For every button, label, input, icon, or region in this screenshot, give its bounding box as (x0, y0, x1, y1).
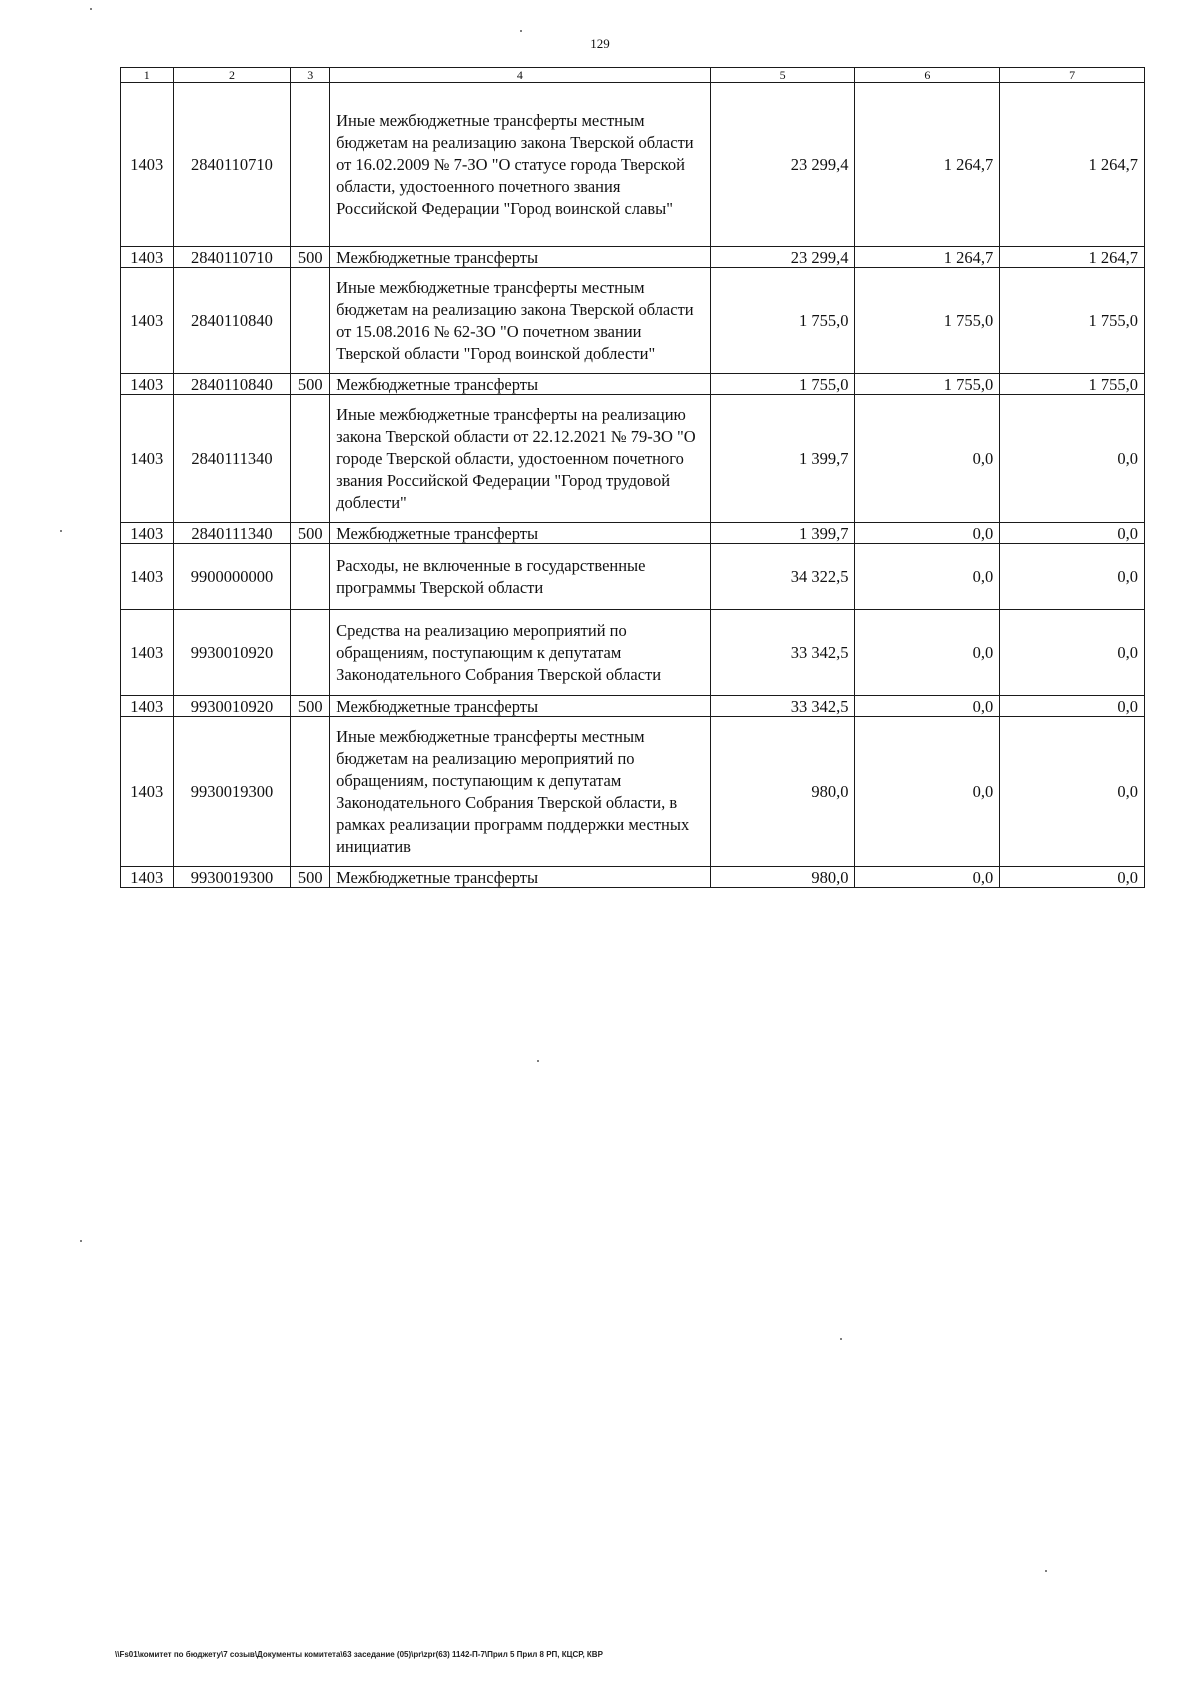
section-code-cell: 1403 (121, 696, 174, 717)
table-header-row (121, 68, 1145, 83)
amount-col7-cell: 0,0 (1000, 610, 1145, 696)
amount-col5-cell: 1 399,7 (710, 395, 855, 523)
table-row (121, 83, 1145, 247)
section-code-cell: 1403 (121, 374, 174, 395)
expense-type-cell: 500 (291, 374, 330, 395)
table-row (121, 247, 1145, 268)
amount-col6-cell: 0,0 (855, 523, 1000, 544)
expense-type-cell: 500 (291, 247, 330, 268)
amount-col7-cell: 1 264,7 (1000, 83, 1145, 247)
table-row (121, 610, 1145, 696)
column-header-2: 2 (173, 68, 291, 83)
column-header-7: 7 (1000, 68, 1145, 83)
budget-table (120, 67, 1145, 888)
expense-type-cell (291, 268, 330, 374)
amount-col7-cell: 0,0 (1000, 867, 1145, 888)
section-code-cell: 1403 (121, 83, 174, 247)
amount-col7-cell: 0,0 (1000, 696, 1145, 717)
description-cell: Иные межбюджетные трансферты местным бюджетам на реализацию закона Тверской области от 15.08.2016 № 62-ЗО "О почетном звании Тверской области "Город воинской доблести" (330, 268, 711, 374)
amount-col7-cell: 1 264,7 (1000, 247, 1145, 268)
description-cell: Межбюджетные трансферты (330, 696, 711, 717)
table-row (121, 867, 1145, 888)
amount-col5-cell: 980,0 (710, 867, 855, 888)
amount-col7-cell: 0,0 (1000, 523, 1145, 544)
scan-speck (90, 8, 92, 10)
amount-col6-cell: 0,0 (855, 717, 1000, 867)
amount-col7-cell: 1 755,0 (1000, 268, 1145, 374)
target-code-cell: 2840111340 (173, 395, 291, 523)
amount-col6-cell: 1 264,7 (855, 83, 1000, 247)
table-row (121, 544, 1145, 610)
expense-type-cell: 500 (291, 696, 330, 717)
target-code-cell: 2840110710 (173, 247, 291, 268)
table-row (121, 696, 1145, 717)
section-code-cell: 1403 (121, 523, 174, 544)
target-code-cell: 2840110840 (173, 268, 291, 374)
amount-col5-cell: 34 322,5 (710, 544, 855, 610)
description-cell: Иные межбюджетные трансферты на реализацию закона Тверской области от 22.12.2021 № 79-ЗО "О городе Тверской области, удостоенном почетного звания Российской Федерации "Город трудовой доблести" (330, 395, 711, 523)
target-code-cell: 9900000000 (173, 544, 291, 610)
target-code-cell: 2840111340 (173, 523, 291, 544)
target-code-cell: 9930010920 (173, 610, 291, 696)
amount-col6-cell: 0,0 (855, 867, 1000, 888)
description-cell: Иные межбюджетные трансферты местным бюджетам на реализацию мероприятий по обращениям, поступающим к депутатам Законодательного Собрания Тверской области, в рамках реализации программ поддержки местных инициатив (330, 717, 711, 867)
amount-col5-cell: 33 342,5 (710, 610, 855, 696)
amount-col7-cell: 0,0 (1000, 395, 1145, 523)
expense-type-cell (291, 395, 330, 523)
expense-type-cell (291, 544, 330, 610)
table-row (121, 523, 1145, 544)
table-body (121, 83, 1145, 888)
amount-col6-cell: 0,0 (855, 696, 1000, 717)
amount-col6-cell: 1 264,7 (855, 247, 1000, 268)
scan-speck (537, 1060, 539, 1062)
table-row (121, 395, 1145, 523)
column-header-1: 1 (121, 68, 174, 83)
description-cell: Межбюджетные трансферты (330, 523, 711, 544)
description-cell: Иные межбюджетные трансферты местным бюджетам на реализацию закона Тверской области от 16.02.2009 № 7-ЗО "О статусе города Тверской области, удостоенного почетного звания Российской Федерации "Город воинской славы" (330, 83, 711, 247)
expense-type-cell: 500 (291, 867, 330, 888)
scan-speck (1045, 1570, 1047, 1572)
amount-col6-cell: 1 755,0 (855, 374, 1000, 395)
amount-col6-cell: 0,0 (855, 395, 1000, 523)
amount-col5-cell: 1 755,0 (710, 374, 855, 395)
column-header-4: 4 (330, 68, 711, 83)
amount-col7-cell: 0,0 (1000, 717, 1145, 867)
target-code-cell: 9930019300 (173, 867, 291, 888)
amount-col5-cell: 23 299,4 (710, 83, 855, 247)
amount-col5-cell: 980,0 (710, 717, 855, 867)
table-row (121, 717, 1145, 867)
table-row (121, 374, 1145, 395)
amount-col6-cell: 0,0 (855, 544, 1000, 610)
amount-col5-cell: 1 399,7 (710, 523, 855, 544)
amount-col6-cell: 1 755,0 (855, 268, 1000, 374)
section-code-cell: 1403 (121, 867, 174, 888)
expense-type-cell (291, 717, 330, 867)
amount-col5-cell: 23 299,4 (710, 247, 855, 268)
expense-type-cell (291, 83, 330, 247)
amount-col5-cell: 33 342,5 (710, 696, 855, 717)
target-code-cell: 9930010920 (173, 696, 291, 717)
scan-speck (80, 1240, 82, 1242)
section-code-cell: 1403 (121, 610, 174, 696)
table-row (121, 268, 1145, 374)
section-code-cell: 1403 (121, 717, 174, 867)
scan-speck (520, 30, 522, 32)
expense-type-cell (291, 610, 330, 696)
description-cell: Межбюджетные трансферты (330, 247, 711, 268)
description-cell: Расходы, не включенные в государственные программы Тверской области (330, 544, 711, 610)
target-code-cell: 9930019300 (173, 717, 291, 867)
amount-col7-cell: 0,0 (1000, 544, 1145, 610)
amount-col6-cell: 0,0 (855, 610, 1000, 696)
section-code-cell: 1403 (121, 268, 174, 374)
target-code-cell: 2840110710 (173, 83, 291, 247)
amount-col5-cell: 1 755,0 (710, 268, 855, 374)
scan-speck (60, 530, 62, 532)
target-code-cell: 2840110840 (173, 374, 291, 395)
description-cell: Средства на реализацию мероприятий по обращениям, поступающим к депутатам Законодательного Собрания Тверской области (330, 610, 711, 696)
column-header-6: 6 (855, 68, 1000, 83)
section-code-cell: 1403 (121, 247, 174, 268)
column-header-3: 3 (291, 68, 330, 83)
page-number: 129 (590, 36, 610, 51)
expense-type-cell: 500 (291, 523, 330, 544)
description-cell: Межбюджетные трансферты (330, 374, 711, 395)
footer-file-path: \\Fs01\комитет по бюджету\7 созыв\Документы комитета\63 заседание (05)\pr\zpr(63) 1142-П-7\Прил 5 Прил 8 РП, КЦСР, КВР (115, 1650, 603, 1659)
amount-col7-cell: 1 755,0 (1000, 374, 1145, 395)
description-cell: Межбюджетные трансферты (330, 867, 711, 888)
column-header-5: 5 (710, 68, 855, 83)
section-code-cell: 1403 (121, 544, 174, 610)
scan-speck (840, 1338, 842, 1340)
section-code-cell: 1403 (121, 395, 174, 523)
